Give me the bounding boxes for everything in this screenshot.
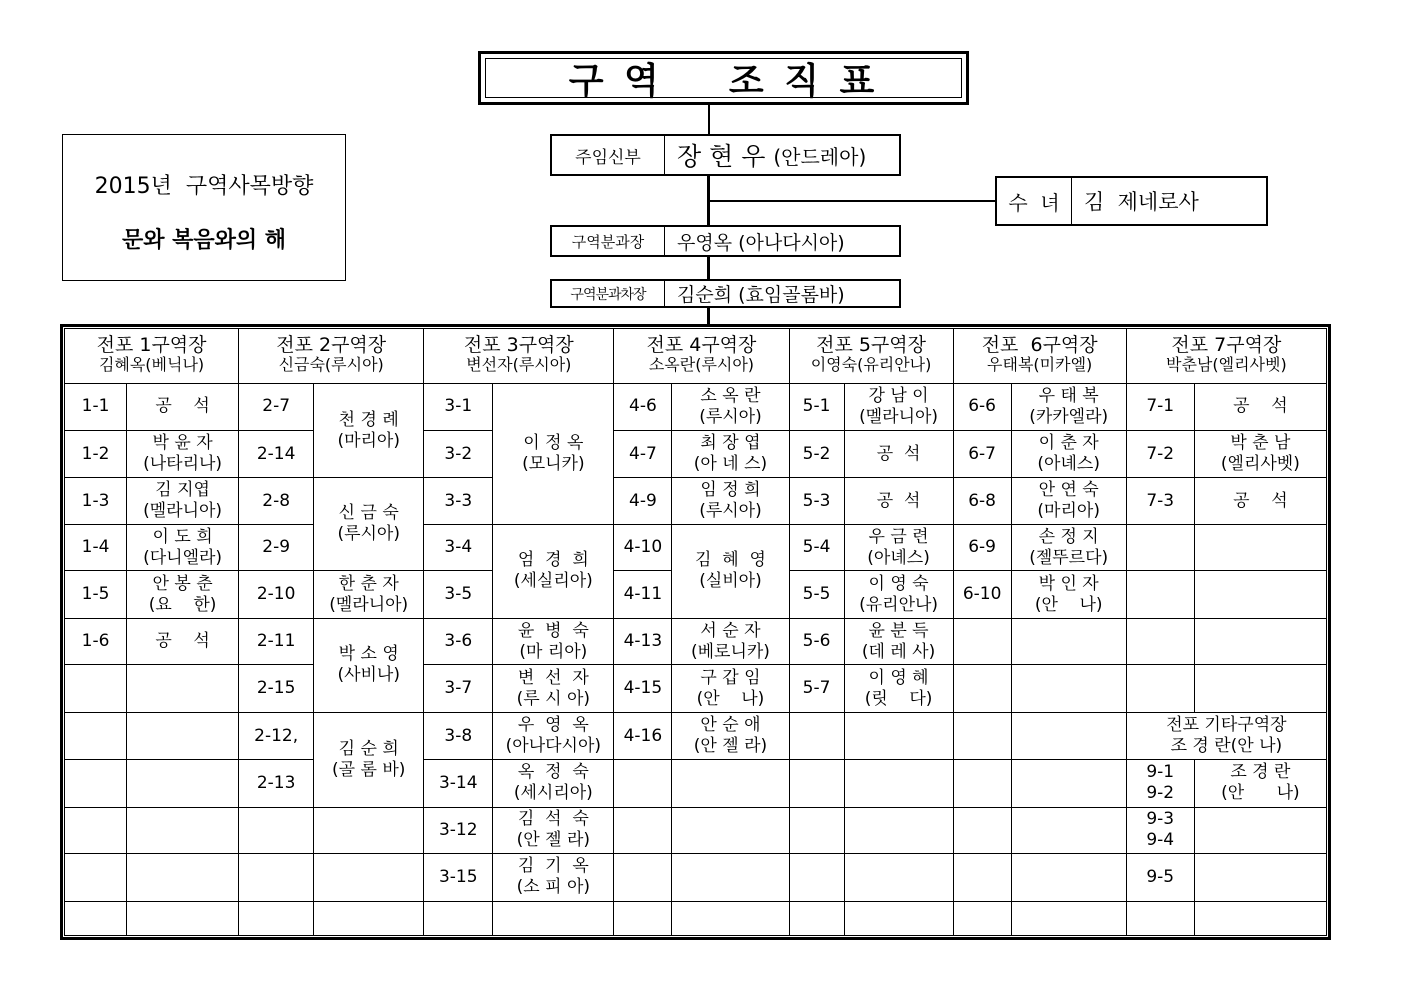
chart-title: 구 역 조 직 표 [485,58,962,98]
empty-cell [844,807,953,853]
empty-cell [65,807,127,853]
empty-cell [614,901,672,935]
zone-code: 3-5 [424,571,493,618]
district-title: 전포 5구역장 [816,334,926,356]
zone-code: 3-14 [424,760,493,807]
zone-member: 임 정 희 (루시아) [672,478,789,524]
empty-cell [127,760,239,807]
zone-code: 2-10 [239,571,314,618]
empty-cell [672,760,789,807]
zone-member: 소 옥 란 (루시아) [672,383,789,430]
empty-cell [424,901,493,935]
zone-code: 5-3 [789,478,844,524]
empty-cell [1011,665,1126,712]
zone-code: 9-5 [1126,854,1194,901]
zone-code: 7-3 [1126,478,1194,524]
zone-member: 김 혜 영 (실비아) [672,524,789,618]
zone-member: 옥 정 숙 (세시리아) [493,760,614,807]
zone-member [1194,807,1326,853]
zone-code: 2-9 [239,524,314,570]
chart-title-box [478,51,969,105]
pastoral-theme: 문와 복음와의 해 [121,228,287,253]
empty-cell [844,854,953,901]
zone-member [1194,854,1326,901]
empty-cell [1011,618,1126,664]
zone-member: 안 봉 춘 (요 한) [127,571,239,618]
empty-cell [314,901,424,935]
empty-cell [65,854,127,901]
zone-member: 김 기 옥 (소 피 아) [493,854,614,901]
district-leader: 변선자(루시아) [466,355,572,374]
empty-cell [789,901,844,935]
zone-code: 9-1 9-2 [1126,760,1194,807]
zone-member: 윤 분 득 (데 레 사) [844,618,953,664]
empty-cell [127,901,239,935]
zone-code: 3-8 [424,712,493,759]
empty-cell [789,760,844,807]
district-leader: 김혜옥(베닉나) [98,355,205,374]
district-table [64,328,1327,936]
zone-member: 김 순 희 (골 롬 바) [314,712,424,807]
empty-cell [1011,901,1126,935]
empty-cell [314,854,424,901]
empty-cell [953,618,1011,664]
zone-code: 5-2 [789,431,844,478]
empty-cell [1011,760,1126,807]
empty-cell [1011,712,1126,759]
empty-cell [789,854,844,901]
empty-cell [127,807,239,853]
pastor-box [550,134,901,176]
zone-member: 변 선 자 (루 시 아) [493,665,614,712]
empty-cell [1194,665,1326,712]
pastoral-year: 2015년 구역사목방향 [94,174,314,199]
district-title: 전포 4구역장 [646,334,757,356]
zone-member: 우 영 옥 (아나다시아) [493,712,614,759]
zone-code: 3-6 [424,618,493,664]
empty-cell [65,665,127,712]
pastor-name-wrap [665,136,866,174]
pastor-baptismal: (안드레아) [773,144,867,169]
empty-cell [614,807,672,853]
empty-cell [672,901,789,935]
zone-member: 우 태 복 (카카엘라) [1011,383,1126,430]
zone-member: 이 영 혜 (릿 다) [844,665,953,712]
zone-code: 5-4 [789,524,844,570]
district-header-1 [65,329,239,384]
zone-member: 신 금 숙 (루시아) [314,478,424,571]
zone-member: 조 경 란 (안 나) [1194,760,1326,807]
zone-code: 4-9 [614,478,672,524]
empty-cell [65,901,127,935]
zone-member: 공 석 [844,431,953,478]
other-district-header [1126,712,1326,759]
empty-cell [614,760,672,807]
empty-cell [493,901,614,935]
zone-code: 4-11 [614,571,672,618]
district-title: 전포 6구역장 [981,334,1098,356]
empty-cell [953,807,1011,853]
zone-member: 김 석 숙 (안 젤 라) [493,807,614,853]
zone-member: 공 석 [844,478,953,524]
empty-cell [614,854,672,901]
zone-member: 최 장 엽 (아 네 스) [672,431,789,478]
zone-code: 3-1 [424,383,493,430]
district-header-2 [239,329,424,384]
other-district-title: 전포 기타구역장 [1166,715,1287,735]
zone-member: 박 소 영 (사비나) [314,618,424,712]
empty-cell [789,712,844,759]
zone-code: 5-6 [789,618,844,664]
zone-member: 서 순 자 (베로니카) [672,618,789,664]
empty-cell [1126,618,1194,664]
empty-cell [672,854,789,901]
zone-code: 6-6 [953,383,1011,430]
empty-cell [65,760,127,807]
sister-label: 수 녀 [997,178,1072,224]
empty-cell [1194,524,1326,570]
zone-code: 5-1 [789,383,844,430]
district-leader: 박춘남(엘리사벳) [1166,355,1287,374]
empty-cell [1126,571,1194,618]
empty-cell [844,901,953,935]
zone-code: 2-14 [239,431,314,478]
empty-cell [953,665,1011,712]
empty-cell [239,807,314,853]
empty-cell [1126,524,1194,570]
zone-code: 1-5 [65,571,127,618]
zone-code: 6-9 [953,524,1011,570]
zone-code: 2-7 [239,383,314,430]
chief-box [550,225,901,257]
district-leader: 소옥란(루시아) [648,355,755,374]
zone-code: 4-6 [614,383,672,430]
district-leader: 우태복(미카엘) [987,355,1093,374]
empty-cell [314,807,424,853]
zone-member: 이 영 숙 (유리안나) [844,571,953,618]
zone-member: 안 순 애 (안 젤 라) [672,712,789,759]
zone-code: 2-13 [239,760,314,807]
zone-code: 1-4 [65,524,127,570]
empty-cell [1126,665,1194,712]
zone-code: 3-12 [424,807,493,853]
empty-cell [789,807,844,853]
zone-member: 손 정 지 (젤뚜르다) [1011,524,1126,570]
zone-code: 5-7 [789,665,844,712]
zone-member: 이 정 옥 (모니카) [493,383,614,524]
district-header-3 [424,329,614,384]
zone-member: 우 금 련 (아녜스) [844,524,953,570]
empty-cell [1194,618,1326,664]
sister-name: 김 제네로사 [1084,190,1199,214]
connector-line [709,200,995,202]
chief-name: 우영옥 (아나다시아) [677,231,845,254]
sister-box [995,176,1268,226]
empty-cell [1194,901,1326,935]
district-title: 전포 7구역장 [1171,334,1282,356]
zone-code: 6-8 [953,478,1011,524]
zone-code: 7-2 [1126,431,1194,478]
empty-cell [844,760,953,807]
district-title: 전포 2구역장 [276,334,387,356]
zone-member: 안 연 숙 (마리아) [1011,478,1126,524]
empty-cell [844,712,953,759]
zone-code: 4-7 [614,431,672,478]
empty-cell [127,712,239,759]
zone-code: 6-10 [953,571,1011,618]
zone-code: 1-3 [65,478,127,524]
zone-member: 공 석 [127,383,239,430]
zone-code: 5-5 [789,571,844,618]
empty-cell [239,901,314,935]
empty-cell [672,807,789,853]
empty-cell [239,854,314,901]
zone-code: 2-8 [239,478,314,524]
district-leader: 이영숙(유리안나) [810,355,932,374]
zone-code: 1-1 [65,383,127,430]
zone-member: 공 석 [1194,478,1326,524]
vice-chief-box [550,279,901,308]
empty-cell [953,760,1011,807]
district-header-5 [789,329,953,384]
zone-code: 3-2 [424,431,493,478]
zone-code: 4-10 [614,524,672,570]
empty-cell [127,665,239,712]
zone-code: 3-3 [424,478,493,524]
zone-code: 3-7 [424,665,493,712]
district-title: 전포 1구역장 [96,334,207,356]
zone-member: 박 춘 남 (엘리사벳) [1194,431,1326,478]
empty-cell [1194,571,1326,618]
zone-member: 천 경 례 (마리아) [314,383,424,478]
zone-member: 윤 병 숙 (마 리아) [493,618,614,664]
empty-cell [953,901,1011,935]
zone-member: 박 인 자 (안 나) [1011,571,1126,618]
zone-code: 7-1 [1126,383,1194,430]
zone-code: 6-7 [953,431,1011,478]
zone-member: 한 춘 자 (멜라니아) [314,571,424,618]
vice-chief-label: 구역분과차장 [552,281,665,306]
district-leader: 신금숙(루시아) [278,355,384,374]
pastor-label: 주임신부 [552,136,665,174]
district-header-6 [953,329,1126,384]
zone-member: 이 춘 자 (아녜스) [1011,431,1126,478]
pastoral-direction-box [62,134,346,281]
zone-code: 2-11 [239,618,314,664]
connector-line [708,105,710,135]
zone-member: 엄 경 희 (세실리아) [493,524,614,618]
zone-code: 2-12, [239,712,314,759]
zone-member: 구 갑 임 (안 나) [672,665,789,712]
zone-code: 1-6 [65,618,127,664]
vice-chief-name: 김순희 (효임골롬바) [677,284,845,306]
zone-member: 강 남 이 (멜라니아) [844,383,953,430]
empty-cell [65,712,127,759]
zone-code: 1-2 [65,431,127,478]
zone-code: 3-15 [424,854,493,901]
zone-code: 4-15 [614,665,672,712]
zone-member: 공 석 [127,618,239,664]
zone-member: 김 지엽 (멜라니아) [127,478,239,524]
empty-cell [953,712,1011,759]
empty-cell [1011,854,1126,901]
empty-cell [953,854,1011,901]
pastor-name: 장 현 우 [677,142,766,171]
district-header-4 [614,329,789,384]
district-title: 전포 3구역장 [463,334,574,356]
other-district-leader: 조 경 란(안 나) [1170,736,1283,756]
empty-cell [1011,807,1126,853]
chief-label: 구역분과장 [552,227,665,255]
district-header-7 [1126,329,1326,384]
zone-code: 4-16 [614,712,672,759]
zone-code: 9-3 9-4 [1126,807,1194,853]
zone-code: 2-15 [239,665,314,712]
zone-member: 박 윤 자 (나타리나) [127,431,239,478]
zone-code: 3-4 [424,524,493,570]
zone-member: 공 석 [1194,383,1326,430]
zone-member: 이 도 희 (다니엘라) [127,524,239,570]
zone-code: 4-13 [614,618,672,664]
empty-cell [127,854,239,901]
empty-cell [1126,901,1194,935]
